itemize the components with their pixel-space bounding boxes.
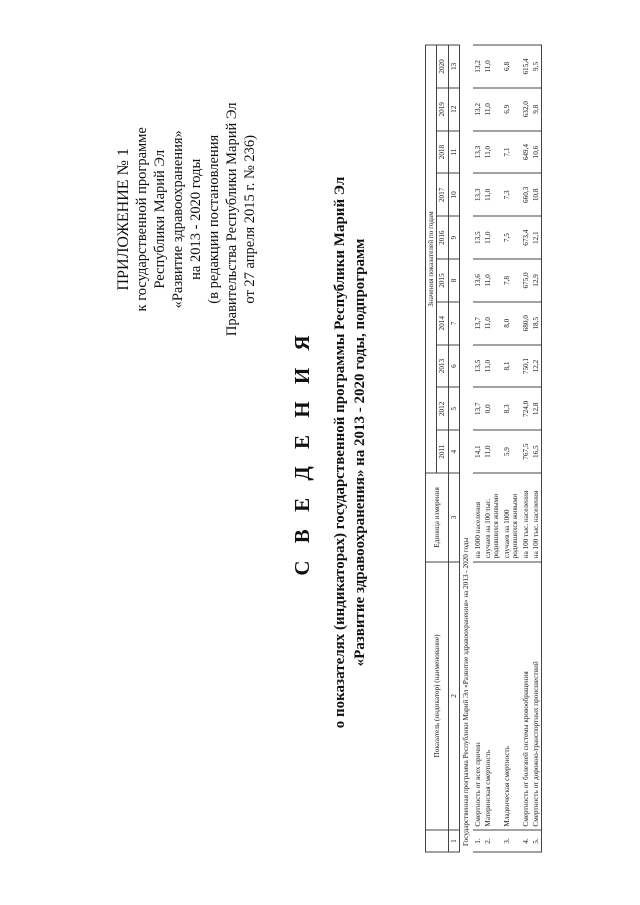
row-value: 12,9 bbox=[531, 259, 542, 302]
row-value: 649,4 bbox=[521, 131, 531, 174]
appendix-number: ПРИЛОЖЕНИЕ № 1 bbox=[115, 148, 132, 291]
row-value: 5,9 bbox=[502, 430, 521, 473]
subtitle-line: «Развитие здравоохранения» на 2013 - 2020 годы, подпрограмм bbox=[352, 238, 368, 667]
row-value: 13,3 bbox=[473, 131, 483, 174]
column-number: 2 bbox=[448, 562, 459, 830]
row-value: 13,5 bbox=[473, 216, 483, 259]
table-row bbox=[502, 45, 521, 852]
column-number: 12 bbox=[448, 88, 459, 131]
row-indicator: Смертность от дорожно-транспортных происшествий bbox=[531, 562, 542, 830]
row-value: 12,1 bbox=[531, 216, 542, 259]
year-header: 2013 bbox=[437, 345, 448, 388]
column-number: 8 bbox=[448, 259, 459, 302]
row-indicator: Смертность от болезней системы кровообращения bbox=[521, 562, 531, 830]
year-header: 2017 bbox=[437, 173, 448, 216]
appendix-line: Правительства Республики Марий Эл bbox=[224, 102, 240, 337]
column-number: 13 bbox=[448, 45, 459, 88]
column-number: 7 bbox=[448, 302, 459, 345]
row-value: 12,8 bbox=[531, 387, 542, 430]
row-number: 5. bbox=[531, 830, 542, 852]
row-value: 615,4 bbox=[521, 45, 531, 88]
year-header: 2015 bbox=[437, 259, 448, 302]
column-number: 5 bbox=[448, 387, 459, 430]
year-header: 2019 bbox=[437, 88, 448, 131]
column-number-row bbox=[448, 45, 459, 852]
year-header: 2018 bbox=[437, 131, 448, 174]
rotated-document bbox=[25, 23, 615, 883]
row-value: 11,0 bbox=[483, 131, 502, 174]
row-value: 6,9 bbox=[502, 88, 521, 131]
column-number: 6 bbox=[448, 345, 459, 388]
row-indicator: Материнская смертность bbox=[483, 562, 502, 830]
row-value: 0,0 bbox=[483, 387, 502, 430]
row-value: 767,5 bbox=[521, 430, 531, 473]
row-value: 11,0 bbox=[483, 430, 502, 473]
column-header bbox=[426, 830, 449, 852]
row-value: 11,0 bbox=[483, 345, 502, 388]
appendix-line: от 27 апреля 2015 г. № 236) bbox=[242, 135, 258, 304]
row-number: 4. bbox=[521, 830, 531, 852]
row-value: 13,3 bbox=[473, 173, 483, 216]
row-value: 675,0 bbox=[521, 259, 531, 302]
appendix-block bbox=[115, 103, 259, 337]
row-value: 11,0 bbox=[483, 259, 502, 302]
table-header-row bbox=[426, 45, 437, 852]
appendix-line: к государственной программе bbox=[134, 127, 150, 312]
table-row bbox=[483, 45, 502, 852]
row-value: 11,0 bbox=[483, 173, 502, 216]
row-value: 8,3 bbox=[502, 387, 521, 430]
row-value: 7,3 bbox=[502, 173, 521, 216]
row-value: 13,2 bbox=[473, 45, 483, 88]
year-header: 2016 bbox=[437, 216, 448, 259]
row-indicator: Младенческая смертность bbox=[502, 562, 521, 830]
row-value: 8,0 bbox=[502, 302, 521, 345]
row-unit: на 100 тыс. населения bbox=[521, 473, 531, 562]
year-header: 2014 bbox=[437, 302, 448, 345]
column-header: Показатель (индикатор) (наименование) bbox=[426, 562, 449, 830]
row-value: 9,5 bbox=[531, 45, 542, 88]
row-value: 724,0 bbox=[521, 387, 531, 430]
column-number: 11 bbox=[448, 131, 459, 174]
indicators-table bbox=[425, 45, 542, 853]
row-value: 8,1 bbox=[502, 345, 521, 388]
section-row bbox=[460, 45, 473, 852]
column-header: Значения показателей по годам bbox=[426, 45, 437, 473]
row-value: 13,6 bbox=[473, 259, 483, 302]
row-value: 7,1 bbox=[502, 131, 521, 174]
document-title: С В Е Д Е Н И Я bbox=[290, 329, 314, 576]
row-value: 10,8 bbox=[531, 173, 542, 216]
row-unit: на 1000 населения bbox=[473, 473, 483, 562]
row-value: 750,1 bbox=[521, 345, 531, 388]
row-unit: на 100 тыс. населения bbox=[531, 473, 542, 562]
row-number: 1. bbox=[473, 830, 483, 852]
section-title: Государственная программа Республики Марий Эл «Развитие здравоохранения» на 2013 - 2020 годы bbox=[462, 537, 471, 846]
row-value: 11,0 bbox=[483, 216, 502, 259]
table-row bbox=[521, 45, 531, 852]
column-number: 10 bbox=[448, 173, 459, 216]
subtitle-line: о показателях (индикаторах) государственной программы Республики Марий Эл bbox=[332, 176, 348, 729]
row-value: 673,4 bbox=[521, 216, 531, 259]
document-subtitle bbox=[330, 23, 370, 883]
row-value: 7,8 bbox=[502, 259, 521, 302]
row-value: 13,7 bbox=[473, 387, 483, 430]
row-value: 13,5 bbox=[473, 345, 483, 388]
row-value: 6,8 bbox=[502, 45, 521, 88]
row-value: 11,0 bbox=[483, 45, 502, 88]
row-value: 12,2 bbox=[531, 345, 542, 388]
appendix-line: на 2013 - 2020 годы bbox=[188, 158, 204, 280]
row-value: 632,0 bbox=[521, 88, 531, 131]
column-number: 9 bbox=[448, 216, 459, 259]
year-header: 2012 bbox=[437, 387, 448, 430]
row-number: 3. bbox=[502, 830, 521, 852]
column-number: 1 bbox=[448, 830, 459, 852]
column-number: 4 bbox=[448, 430, 459, 473]
year-header: 2011 bbox=[437, 430, 448, 473]
appendix-line: «Развитие здравоохранения» bbox=[170, 130, 186, 309]
row-indicator: Смертность от всех причин bbox=[473, 562, 483, 830]
column-header: Единица измерения bbox=[426, 473, 449, 562]
row-value: 680,0 bbox=[521, 302, 531, 345]
column-number: 3 bbox=[448, 473, 459, 562]
row-value: 13,7 bbox=[473, 302, 483, 345]
row-unit: случаев на 100 тыс. родившихся живыми bbox=[483, 473, 502, 562]
row-value: 14,1 bbox=[473, 430, 483, 473]
appendix-line: Республики Марий Эл bbox=[152, 149, 168, 289]
row-number: 2. bbox=[483, 830, 502, 852]
table-row bbox=[531, 45, 542, 852]
appendix-line: (в редакции постановления bbox=[206, 134, 222, 304]
row-value: 7,5 bbox=[502, 216, 521, 259]
year-header: 2020 bbox=[437, 45, 448, 88]
row-value: 16,5 bbox=[531, 430, 542, 473]
row-value: 660,3 bbox=[521, 173, 531, 216]
row-value: 10,6 bbox=[531, 131, 542, 174]
row-value: 11,0 bbox=[483, 88, 502, 131]
row-value: 13,2 bbox=[473, 88, 483, 131]
row-unit: случаев на 1000 родившихся живыми bbox=[502, 473, 521, 562]
table-row bbox=[473, 45, 483, 852]
row-value: 11,0 bbox=[483, 302, 502, 345]
row-value: 18,5 bbox=[531, 302, 542, 345]
row-value: 9,8 bbox=[531, 88, 542, 131]
